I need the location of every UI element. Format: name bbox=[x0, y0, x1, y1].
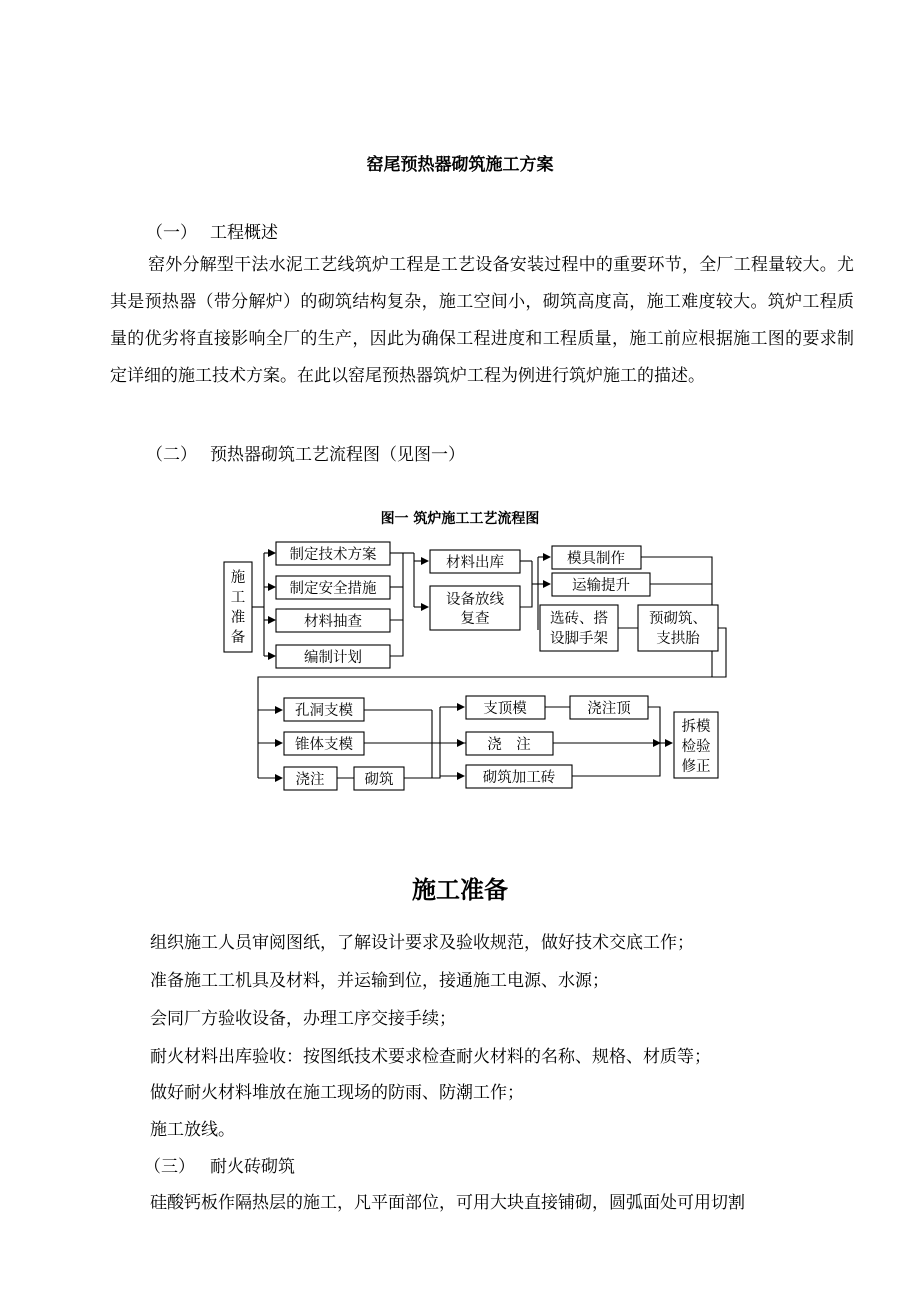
heading-construction-prep: 施工准备 bbox=[412, 875, 508, 904]
flow-node-transport bbox=[552, 573, 650, 596]
node-prep-char-2: 工 bbox=[230, 590, 246, 606]
flow-node-brick-select bbox=[540, 605, 618, 651]
svg-text:选砖、搭: 选砖、搭 bbox=[550, 611, 608, 627]
flow-node-top-form bbox=[466, 696, 545, 719]
body-last-line: 硅酸钙板作隔热层的施工，凡平面部位，可用大块直接铺砌，圆弧面处可用切割 bbox=[150, 1193, 745, 1213]
svg-text:检验: 检验 bbox=[681, 739, 711, 755]
svg-text:孔洞支模: 孔洞支模 bbox=[295, 703, 353, 719]
svg-text:模具制作: 模具制作 bbox=[567, 551, 625, 567]
node-prep-char-4: 备 bbox=[230, 630, 246, 646]
svg-text:浇注: 浇注 bbox=[295, 772, 325, 788]
flow-node-masonry bbox=[354, 767, 404, 790]
flow-node-safety bbox=[276, 576, 390, 599]
prep-item: 组织施工人员审阅图纸，了解设计要求及验收规范，做好技术交底工作； bbox=[150, 933, 694, 953]
flow-node-pre-build bbox=[638, 605, 718, 651]
flow-node-tech-plan bbox=[276, 542, 390, 565]
prep-item: 耐火材料出库验收：按图纸技术要求检查耐火材料的名称、规格、材质等； bbox=[150, 1047, 711, 1067]
svg-text:砌筑: 砌筑 bbox=[364, 772, 394, 788]
svg-text:锥体支模: 锥体支模 bbox=[295, 737, 353, 753]
svg-text:砌筑加工砖: 砌筑加工砖 bbox=[482, 770, 556, 786]
svg-text:运输提升: 运输提升 bbox=[572, 578, 630, 594]
svg-text:支顶模: 支顶模 bbox=[483, 701, 527, 717]
overview-paragraph: 窑外分解型干法水泥工艺线筑炉工程是工艺设备安装过程中的重要环节，全厂工程量较大。尤其是预热器（带分解炉）的砌筑结构复杂，施工空间小，砌筑高度高，施工难度较大。筑炉工程质量的优劣将直接影响全厂的生产，因此为确保工程进度和工程质量，施工前应根据施工图的要求制定详细的施工技术方案。在此以窑尾预热器筑炉工程为例进行筑炉施工的描述。 bbox=[110, 255, 854, 386]
flow-node-material-check bbox=[276, 609, 390, 632]
svg-text:拆模: 拆模 bbox=[681, 719, 711, 735]
section-2-title: 预热器砌筑工艺流程图（见图一） bbox=[210, 445, 465, 465]
flow-node-prep bbox=[224, 562, 252, 652]
svg-text:制定安全措施: 制定安全措施 bbox=[289, 581, 377, 597]
flow-node-plan bbox=[276, 645, 390, 668]
svg-text:材料出库: 材料出库 bbox=[446, 555, 504, 571]
flow-node-hole-form bbox=[284, 698, 364, 721]
node-prep-char-1: 施 bbox=[230, 570, 246, 586]
flow-node-demold bbox=[674, 712, 718, 778]
flow-node-cone-form bbox=[284, 732, 364, 755]
prep-item: 做好耐火材料堆放在施工现场的防雨、防潮工作； bbox=[150, 1083, 524, 1103]
flow-node-brick-process bbox=[466, 765, 572, 788]
section-3-number: （三） bbox=[144, 1157, 195, 1177]
figure-title: 图一 筑炉施工工艺流程图 bbox=[380, 511, 540, 527]
svg-text:浇注顶: 浇注顶 bbox=[587, 701, 631, 717]
prep-item: 会同厂方验收设备，办理工序交接手续； bbox=[150, 1009, 456, 1029]
flow-node-mold-make bbox=[552, 546, 641, 569]
section-3-title: 耐火砖砌筑 bbox=[210, 1157, 295, 1177]
svg-text:编制计划: 编制计划 bbox=[304, 650, 362, 666]
svg-text:设脚手架: 设脚手架 bbox=[550, 631, 608, 647]
flow-node-equip-line bbox=[430, 586, 520, 630]
flow-node-pour-b bbox=[466, 732, 553, 755]
svg-text:设备放线: 设备放线 bbox=[446, 592, 504, 608]
flow-node-pour-a bbox=[284, 767, 337, 790]
prep-item: 施工放线。 bbox=[150, 1120, 235, 1140]
section-1-number: （一） bbox=[146, 223, 197, 243]
node-prep-char-3: 准 bbox=[230, 610, 246, 626]
section-1-title: 工程概述 bbox=[210, 223, 278, 243]
svg-text:修正: 修正 bbox=[681, 759, 711, 775]
svg-text:材料抽查: 材料抽查 bbox=[304, 614, 362, 630]
svg-text:制定技术方案: 制定技术方案 bbox=[289, 547, 377, 563]
svg-text:浇 注: 浇 注 bbox=[487, 737, 531, 753]
svg-text:复查: 复查 bbox=[460, 611, 490, 627]
svg-text:支拱胎: 支拱胎 bbox=[656, 631, 700, 647]
flow-node-pour-top bbox=[570, 696, 648, 719]
svg-text:预砌筑、: 预砌筑、 bbox=[649, 611, 707, 627]
prep-item: 准备施工工机具及材料，并运输到位，接通施工电源、水源； bbox=[150, 971, 609, 991]
flow-node-material-out bbox=[430, 550, 520, 573]
section-2-number: （二） bbox=[146, 445, 197, 465]
doc-title: 窑尾预热器砌筑施工方案 bbox=[366, 155, 554, 175]
